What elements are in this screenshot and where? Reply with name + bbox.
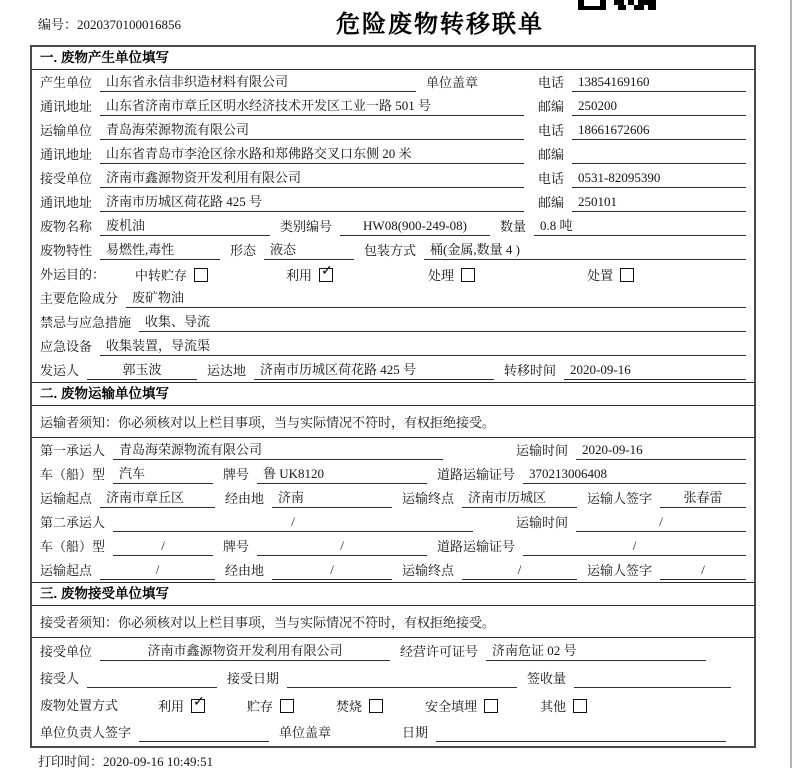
signed-amount-label: 签收量 (527, 671, 567, 686)
taboo-measures-value: 收集、导流 (139, 311, 746, 332)
second-carrier-value: / (113, 514, 473, 532)
carrier-sign-label: 运输人签字 (587, 563, 653, 578)
plate-label: 牌号 (223, 467, 250, 482)
taboo-measures-label: 禁忌与应急措施 (40, 315, 132, 330)
first-carrier-row (32, 438, 754, 462)
route-row-1 (32, 486, 754, 510)
print-time (38, 751, 213, 770)
origin-value-2: / (100, 562, 215, 580)
disposal-option-label: 安全填埋 (425, 699, 478, 714)
disposal-option-label: 焚烧 (336, 699, 363, 714)
zip-label: 邮编 (538, 195, 565, 210)
producer-zip-value: 250200 (572, 98, 746, 116)
waste-name-value: 废机油 (100, 215, 270, 236)
address-label: 通讯地址 (40, 195, 93, 210)
manager-sign-row (32, 719, 754, 746)
receiver-address-value: 济南市历城区荷花路 425 号 (100, 191, 524, 212)
section-transport-heading: 二. 废物运输单位填写 (32, 383, 754, 406)
quantity-label: 数量 (500, 219, 527, 234)
first-carrier-value: 青岛海荣源物流有限公司 (113, 439, 443, 460)
recipient-label: 接受人 (40, 671, 80, 686)
receiver-label: 接受单位 (40, 171, 93, 186)
transporter-row (32, 118, 754, 142)
checkbox-icon (484, 699, 498, 713)
license-value: 济南危证 02 号 (486, 640, 706, 661)
section-producer (32, 47, 754, 382)
transport-time-value: 2020-09-16 (576, 442, 746, 460)
unit-seal-label: 单位盖章 (426, 75, 479, 90)
signed-amount-value (574, 671, 731, 688)
checkbox-icon (191, 699, 205, 713)
zip-label: 邮编 (538, 99, 565, 114)
waste-character-row (32, 238, 754, 262)
purpose-option-label: 处置 (587, 268, 614, 283)
plate-value: 鲁 UK8120 (257, 463, 427, 484)
transfer-time-value: 2020-09-16 (564, 362, 746, 380)
transporter-phone-value: 18661672606 (572, 122, 746, 140)
disposal-option-utilize (158, 696, 205, 715)
receiver-value: 济南市鑫源物资开发利用有限公司 (100, 167, 524, 188)
producer-value: 山东省永信非织造材料有限公司 (100, 71, 416, 92)
destination-label: 运达地 (207, 363, 247, 378)
doc-number (38, 14, 181, 33)
shipper-value: 郭玉波 (87, 359, 197, 380)
emergency-equipment-row (32, 334, 754, 358)
endpoint-value-2: / (462, 562, 577, 580)
transfer-time-label: 转移时间 (504, 363, 557, 378)
quantity-value: 0.8 吨 (534, 215, 746, 236)
producer-label: 产生单位 (40, 75, 93, 90)
producer-address-row (32, 94, 754, 118)
page-title: 危险废物转移联单 (336, 11, 544, 38)
transporter-zip-value (572, 147, 746, 164)
endpoint-value: 济南市历城区 (462, 487, 577, 508)
address-label: 通讯地址 (40, 147, 93, 162)
receiver-notice: 接受者须知：你必须核对以上栏目事项，当与实际情况不符时，有权拒绝接受。 (32, 606, 754, 638)
transport-notice: 运输者须知：你必须核对以上栏目事项，当与实际情况不符时，有权拒绝接受。 (32, 406, 754, 438)
receive-date-value (287, 671, 517, 688)
purpose-row (32, 262, 754, 286)
manager-sign-label: 单位负责人签字 (40, 725, 132, 740)
checkbox-icon (194, 268, 208, 282)
disposal-option-label: 贮存 (247, 699, 274, 714)
second-carrier-row (32, 510, 754, 534)
checkbox-icon (620, 268, 634, 282)
section-receiver-heading: 三. 废物接受单位填写 (32, 583, 754, 606)
date-value (436, 725, 726, 742)
endpoint-label: 运输终点 (402, 491, 455, 506)
hazard-component-value: 废矿物油 (126, 287, 746, 308)
receive-date-label: 接受日期 (227, 671, 280, 686)
shipper-label: 发运人 (40, 363, 80, 378)
form-value: 液态 (264, 239, 354, 260)
receiver-zip-value: 250101 (572, 194, 746, 212)
packing-value: 桶(金属,数量 4 ) (424, 239, 746, 260)
transfer-manifest-form (30, 45, 756, 748)
address-label: 通讯地址 (40, 99, 93, 114)
vehicle-type-label: 车（船）型 (40, 467, 106, 482)
plate-value-2: / (257, 538, 427, 556)
checkbox-icon (573, 699, 587, 713)
road-permit-label: 道路运输证号 (437, 467, 516, 482)
license-label: 经营许可证号 (400, 644, 479, 659)
disposal-option-other (540, 696, 587, 715)
taboo-measures-row (32, 310, 754, 334)
accepting-unit-value: 济南市鑫源物资开发利用有限公司 (100, 640, 390, 661)
road-permit-value-2: / (523, 538, 746, 556)
via-label: 经由地 (225, 491, 265, 506)
receiver-phone-value: 0531-82095390 (572, 170, 746, 188)
hazard-component-row (32, 286, 754, 310)
receiver-row (32, 166, 754, 190)
manager-sign-value (139, 725, 269, 742)
producer-address-value: 山东省济南市章丘区明水经济技术开发区工业一路 501 号 (100, 95, 524, 116)
waste-character-label: 废物特性 (40, 243, 93, 258)
vehicle-row-1 (32, 462, 754, 486)
via-label: 经由地 (225, 563, 265, 578)
zip-label: 邮编 (538, 147, 565, 162)
doc-number-value: 2020370100016856 (77, 17, 182, 32)
route-row-2 (32, 558, 754, 582)
purpose-option-label: 中转贮存 (135, 268, 188, 283)
producer-row (32, 70, 754, 94)
phone-label: 电话 (538, 171, 565, 186)
section-receiver (32, 582, 754, 746)
destination-value: 济南市历城区荷花路 425 号 (254, 359, 494, 380)
accepting-unit-row (32, 638, 754, 665)
doc-number-label: 编号： (38, 17, 78, 32)
checkbox-icon (461, 268, 475, 282)
checkbox-icon (319, 268, 333, 282)
section-producer-heading: 一. 废物产生单位填写 (32, 47, 754, 70)
transporter-value: 青岛海荣源物流有限公司 (100, 119, 524, 140)
transporter-address-row (32, 142, 754, 166)
road-permit-label: 道路运输证号 (437, 539, 516, 554)
qr-code-icon (578, 0, 656, 10)
category-code-value: HW08(900-249-08) (340, 218, 490, 236)
phone-label: 电话 (538, 75, 565, 90)
purpose-option-label: 利用 (286, 268, 313, 283)
purpose-option-treat (428, 265, 475, 284)
receiver-address-row (32, 190, 754, 214)
disposal-option-incinerate (336, 696, 383, 715)
vehicle-row-2 (32, 534, 754, 558)
date-label: 日期 (401, 725, 428, 740)
purpose-label: 外运目的： (40, 267, 106, 282)
waste-name-label: 废物名称 (40, 219, 93, 234)
origin-label: 运输起点 (40, 563, 93, 578)
plate-label: 牌号 (223, 539, 250, 554)
shipper-row (32, 358, 754, 382)
waste-name-row (32, 214, 754, 238)
endpoint-label: 运输终点 (402, 563, 455, 578)
carrier-sign-value-2: / (660, 562, 746, 580)
transporter-label: 运输单位 (40, 123, 93, 138)
checkbox-icon (369, 699, 383, 713)
disposal-option-label: 利用 (158, 699, 185, 714)
category-code-label: 类别编号 (280, 219, 333, 234)
via-value-2: / (272, 562, 392, 580)
disposal-method-label: 废物处置方式 (40, 698, 119, 713)
waste-character-value: 易燃性,毒性 (100, 239, 220, 260)
purpose-option-label: 处理 (428, 268, 455, 283)
purpose-option-utilize (286, 265, 333, 284)
recipient-row (32, 665, 754, 692)
via-value: 济南 (272, 487, 392, 508)
origin-value: 济南市章丘区 (100, 487, 215, 508)
vehicle-type-value-2: / (113, 538, 213, 556)
print-time-label: 打印时间： (38, 754, 104, 769)
disposal-option-store (247, 696, 294, 715)
recipient-value (87, 671, 217, 688)
carrier-sign-label: 运输人签字 (587, 491, 653, 506)
accepting-unit-label: 接受单位 (40, 644, 93, 659)
vehicle-type-label: 车（船）型 (40, 539, 106, 554)
emergency-equipment-label: 应急设备 (40, 339, 93, 354)
producer-phone-value: 13854169160 (572, 74, 746, 92)
unit-seal-label: 单位盖章 (279, 725, 332, 740)
page-right-edge (790, 0, 792, 768)
purpose-option-storage (135, 265, 208, 284)
phone-label: 电话 (538, 123, 565, 138)
purpose-option-dispose (587, 265, 634, 284)
carrier-sign-value: 张春雷 (660, 487, 746, 508)
origin-label: 运输起点 (40, 491, 93, 506)
disposal-option-landfill (425, 696, 498, 715)
disposal-method-row (32, 692, 754, 719)
transporter-address-value: 山东省青岛市李沧区徐水路和郑佛路交叉口东侧 20 米 (100, 143, 524, 164)
form-label: 形态 (230, 243, 257, 258)
vehicle-type-value: 汽车 (113, 463, 213, 484)
print-time-value: 2020-09-16 10:49:51 (103, 754, 214, 769)
transport-time-label: 运输时间 (515, 515, 568, 530)
transport-time-label: 运输时间 (515, 443, 568, 458)
first-carrier-label: 第一承运人 (40, 443, 106, 458)
emergency-equipment-value: 收集装置，导流渠 (100, 335, 746, 356)
hazard-component-label: 主要危险成分 (40, 291, 119, 306)
transport-time-value-2: / (576, 514, 746, 532)
section-transport (32, 382, 754, 582)
second-carrier-label: 第二承运人 (40, 515, 106, 530)
disposal-option-label: 其他 (540, 699, 567, 714)
road-permit-value: 370213006408 (523, 466, 746, 484)
checkbox-icon (280, 699, 294, 713)
packing-label: 包装方式 (364, 243, 417, 258)
